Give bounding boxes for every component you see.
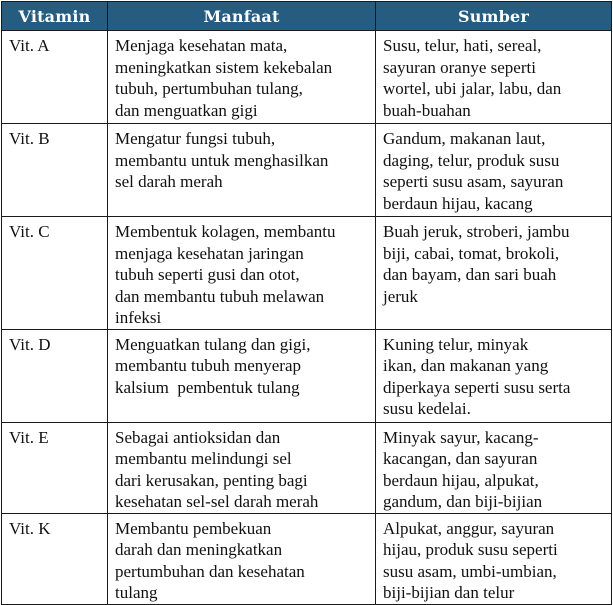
vitamin-cell: Vit. C bbox=[2, 217, 108, 330]
sumber-line: Minyak sayur, kacang- bbox=[383, 427, 539, 447]
sumber-line: Alpukat, anggur, sayuran bbox=[383, 518, 555, 538]
manfaat-line: Menjaga kesehatan mata, bbox=[115, 36, 288, 55]
sumber-line: biji-bijian dan telur bbox=[383, 583, 515, 602]
manfaat-line: kalsium pembentuk tulang bbox=[115, 377, 300, 397]
sumber-cell bbox=[376, 422, 612, 513]
manfaat-line: meningkatkan sistem kekebalan bbox=[115, 57, 333, 77]
table-row bbox=[2, 329, 612, 422]
sumber-line: biji, cabai, tomat, brokoli, bbox=[383, 243, 560, 263]
sumber-line: Kuning telur, minyak bbox=[383, 334, 529, 354]
sumber-cell bbox=[376, 31, 612, 124]
manfaat-line: tubuh, pertumbuhan tulang, bbox=[115, 79, 303, 98]
manfaat-line: kesehatan sel-sel darah merah bbox=[115, 492, 319, 511]
manfaat-line: membantu melindungi sel bbox=[115, 449, 292, 468]
manfaat-line: infeksi bbox=[115, 308, 162, 327]
sumber-line: dan bayam, dan sari buah bbox=[383, 265, 557, 284]
sumber-line: wortel, ubi jalar, labu, dan bbox=[383, 79, 562, 98]
header-vitamin: Vitamin bbox=[2, 2, 108, 31]
manfaat-cell bbox=[108, 217, 376, 330]
manfaat-line: Membentuk kolagen, membantu bbox=[115, 222, 336, 241]
sumber-line: ikan, dan makanan yang bbox=[383, 356, 549, 375]
table-header bbox=[2, 2, 612, 31]
vitamin-cell: Vit. A bbox=[2, 31, 108, 124]
sumber-line: jeruk bbox=[383, 286, 418, 306]
manfaat-cell bbox=[108, 124, 376, 217]
sumber-line: berdaun hijau, kacang bbox=[383, 193, 533, 213]
sumber-line: susu asam, umbi-umbian, bbox=[383, 561, 557, 581]
manfaat-line: darah dan meningkatkan bbox=[115, 540, 283, 559]
manfaat-line: Mengatur fungsi tubuh, bbox=[115, 129, 276, 148]
sumber-line: sayuran oranye seperti bbox=[383, 57, 536, 77]
manfaat-line: Membantu pembekuan bbox=[115, 518, 272, 538]
manfaat-line: pertumbuhan dan kesehatan bbox=[115, 561, 305, 581]
manfaat-cell bbox=[108, 329, 376, 422]
manfaat-line: dari kerusakan, penting bagi bbox=[115, 470, 308, 490]
manfaat-line: tubuh seperti gusi dan otot, bbox=[115, 265, 300, 284]
manfaat-line: sel darah merah bbox=[115, 172, 223, 191]
manfaat-line: membantu untuk menghasilkan bbox=[115, 150, 329, 170]
manfaat-line: tulang bbox=[115, 583, 158, 602]
sumber-cell bbox=[376, 513, 612, 604]
vitamin-cell: Vit. E bbox=[2, 422, 108, 513]
manfaat-cell bbox=[108, 422, 376, 513]
sumber-line: seperti susu asam, sayuran bbox=[383, 172, 564, 191]
table-row bbox=[2, 124, 612, 217]
sumber-cell bbox=[376, 124, 612, 217]
sumber-line: Susu, telur, hati, sereal, bbox=[383, 36, 542, 55]
manfaat-cell bbox=[108, 31, 376, 124]
manfaat-line: menjaga kesehatan jaringan bbox=[115, 243, 304, 263]
sumber-line: kacangan, dan sayuran bbox=[383, 449, 538, 468]
manfaat-line: membantu tubuh menyerap bbox=[115, 356, 302, 375]
vitamin-cell: Vit. D bbox=[2, 329, 108, 422]
manfaat-cell bbox=[108, 513, 376, 604]
sumber-cell bbox=[376, 329, 612, 422]
sumber-line: hijau, produk susu seperti bbox=[383, 540, 558, 559]
table-row bbox=[2, 513, 612, 604]
manfaat-line: dan menguatkan gigi bbox=[115, 100, 258, 120]
table-body bbox=[2, 31, 612, 605]
sumber-line: Gandum, makanan laut, bbox=[383, 129, 546, 148]
header-row bbox=[2, 2, 612, 31]
sumber-cell bbox=[376, 217, 612, 330]
manfaat-line: dan membantu tubuh melawan bbox=[115, 286, 325, 306]
vitamin-table bbox=[1, 1, 612, 605]
table-row bbox=[2, 31, 612, 124]
vitamin-cell: Vit. K bbox=[2, 513, 108, 604]
table-row bbox=[2, 422, 612, 513]
sumber-line: berdaun hijau, alpukat, bbox=[383, 470, 539, 490]
header-manfaat: Manfaat bbox=[108, 2, 376, 31]
sumber-line: diperkaya seperti susu serta bbox=[383, 377, 571, 397]
sumber-line: gandum, dan biji-bijian bbox=[383, 492, 543, 511]
sumber-line: susu kedelai. bbox=[383, 399, 471, 418]
sumber-line: Buah jeruk, stroberi, jambu bbox=[383, 222, 570, 241]
manfaat-line: Sebagai antioksidan dan bbox=[115, 427, 281, 447]
header-sumber: Sumber bbox=[376, 2, 612, 31]
sumber-line: daging, telur, produk susu bbox=[383, 150, 560, 170]
table-row bbox=[2, 217, 612, 330]
vitamin-cell: Vit. B bbox=[2, 124, 108, 217]
manfaat-line: Menguatkan tulang dan gigi, bbox=[115, 334, 311, 354]
sumber-line: buah-buahan bbox=[383, 100, 471, 120]
